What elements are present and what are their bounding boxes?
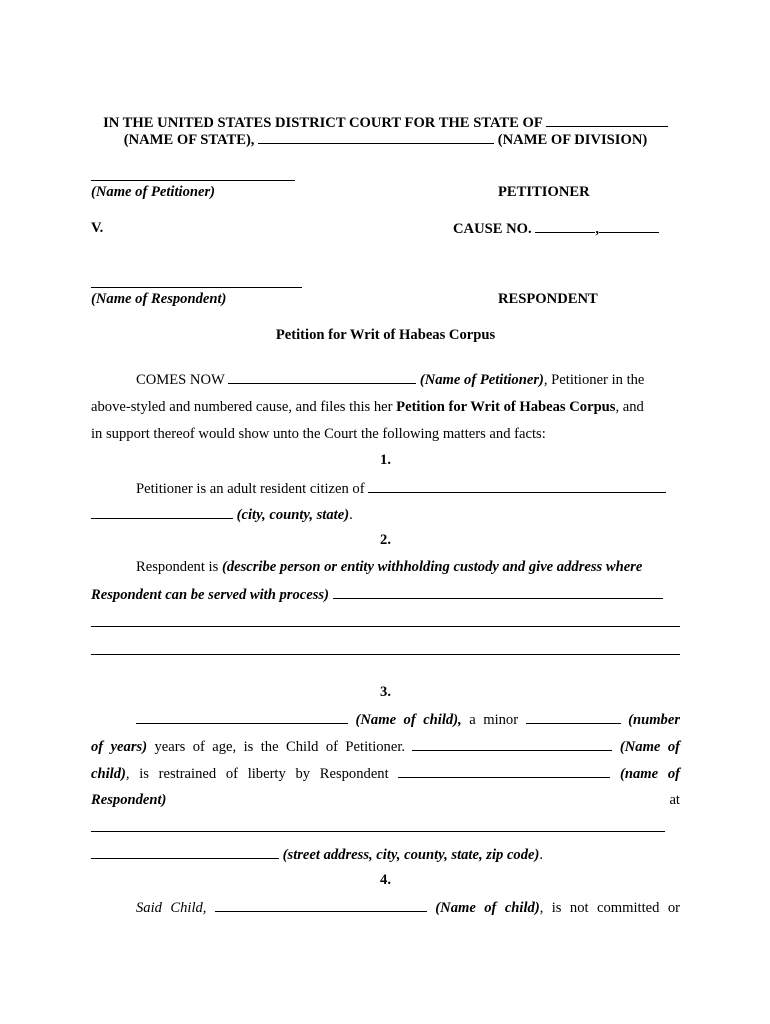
text: (name of bbox=[620, 766, 680, 782]
section-number: 1. bbox=[380, 452, 391, 468]
text: , is restrained of liberty by Respondent bbox=[125, 766, 389, 782]
court-heading-text: IN THE UNITED STATES DISTRICT COURT FOR THE STATE OF bbox=[103, 115, 543, 131]
sec3-line2 bbox=[91, 737, 680, 756]
text: at bbox=[669, 792, 680, 808]
blank-line bbox=[91, 654, 680, 655]
cause-no-label: CAUSE NO. bbox=[453, 221, 532, 237]
text: (number bbox=[628, 712, 681, 728]
blank bbox=[215, 898, 427, 912]
blank-line bbox=[91, 626, 680, 627]
sec3-line1 bbox=[136, 710, 680, 729]
name-of-division: (NAME OF DIVISION) bbox=[497, 132, 648, 148]
text: , and bbox=[615, 399, 644, 415]
text: of years) bbox=[91, 739, 148, 755]
sec3-line3 bbox=[91, 764, 680, 783]
text: child) bbox=[91, 766, 126, 782]
sec1-line1 bbox=[136, 479, 680, 498]
text: (describe person or entity withholding custody and give address where bbox=[221, 559, 643, 575]
cause-sep: , bbox=[595, 221, 599, 237]
intro-line3: in support thereof would show unto the Court the following matters and facts: bbox=[91, 426, 546, 442]
cause-blank-1 bbox=[535, 219, 595, 233]
text: (city, county, state) bbox=[236, 507, 350, 523]
text: (Name of Petitioner) bbox=[419, 372, 544, 388]
intro-line1 bbox=[136, 370, 680, 389]
name-of-state: (NAME OF STATE), bbox=[123, 132, 255, 148]
text: . bbox=[539, 847, 544, 863]
text: Petitioner is an adult resident citizen of bbox=[136, 481, 365, 497]
text: , Petitioner in the bbox=[543, 372, 645, 388]
blank bbox=[91, 505, 233, 519]
text: Petition for Writ of Habeas Corpus bbox=[396, 399, 616, 415]
text: years of age, is the Child of Petitioner. bbox=[154, 739, 406, 755]
sec3-line4 bbox=[91, 791, 680, 809]
petitioner-hint: (Name of Petitioner) bbox=[91, 184, 216, 200]
blank-line bbox=[91, 831, 665, 832]
respondent-label: RESPONDENT bbox=[498, 291, 598, 307]
court-heading-line2 bbox=[91, 130, 680, 149]
sec3-line6 bbox=[91, 845, 680, 864]
text: Said Child, bbox=[136, 900, 207, 916]
text: (street address, city, county, state, zip code) bbox=[282, 847, 540, 863]
text: (Name of bbox=[619, 739, 680, 755]
text: Respondent) bbox=[91, 792, 167, 808]
sec2-line2 bbox=[91, 585, 680, 604]
blank bbox=[526, 710, 621, 724]
text: above-styled and numbered cause, and files this her bbox=[91, 399, 393, 415]
petitioner-name-blank bbox=[91, 180, 295, 181]
respondent-hint: (Name of Respondent) bbox=[91, 291, 227, 307]
text: COMES NOW bbox=[136, 372, 225, 388]
sec2-line1 bbox=[136, 558, 680, 576]
text: Respondent is bbox=[136, 559, 219, 575]
intro-line2 bbox=[91, 398, 680, 416]
state-blank bbox=[546, 113, 668, 127]
blank bbox=[136, 710, 348, 724]
blank bbox=[91, 845, 279, 859]
text: (Name of child) bbox=[435, 900, 540, 916]
respondent-name-blank bbox=[91, 287, 302, 288]
document-title: Petition for Writ of Habeas Corpus bbox=[275, 327, 496, 343]
petitioner-label: PETITIONER bbox=[498, 184, 590, 200]
versus: V. bbox=[91, 220, 104, 236]
blank bbox=[368, 479, 666, 493]
section-number: 2. bbox=[380, 532, 391, 548]
text: a minor bbox=[469, 712, 519, 728]
blank bbox=[398, 764, 610, 778]
blank bbox=[412, 737, 612, 751]
text: Respondent can be served with process) bbox=[91, 587, 329, 603]
section-number: 4. bbox=[380, 872, 391, 888]
text: . bbox=[349, 507, 353, 523]
division-blank bbox=[258, 130, 494, 144]
section-number: 3. bbox=[380, 684, 391, 700]
text: (Name of child), bbox=[355, 712, 462, 728]
text: , is not committed or bbox=[539, 900, 680, 916]
blank bbox=[228, 370, 416, 384]
sec4-line1 bbox=[136, 898, 680, 917]
cause-blank-2 bbox=[599, 219, 659, 233]
sec1-line2 bbox=[91, 505, 680, 524]
blank bbox=[333, 585, 663, 599]
cause-number bbox=[453, 219, 659, 238]
